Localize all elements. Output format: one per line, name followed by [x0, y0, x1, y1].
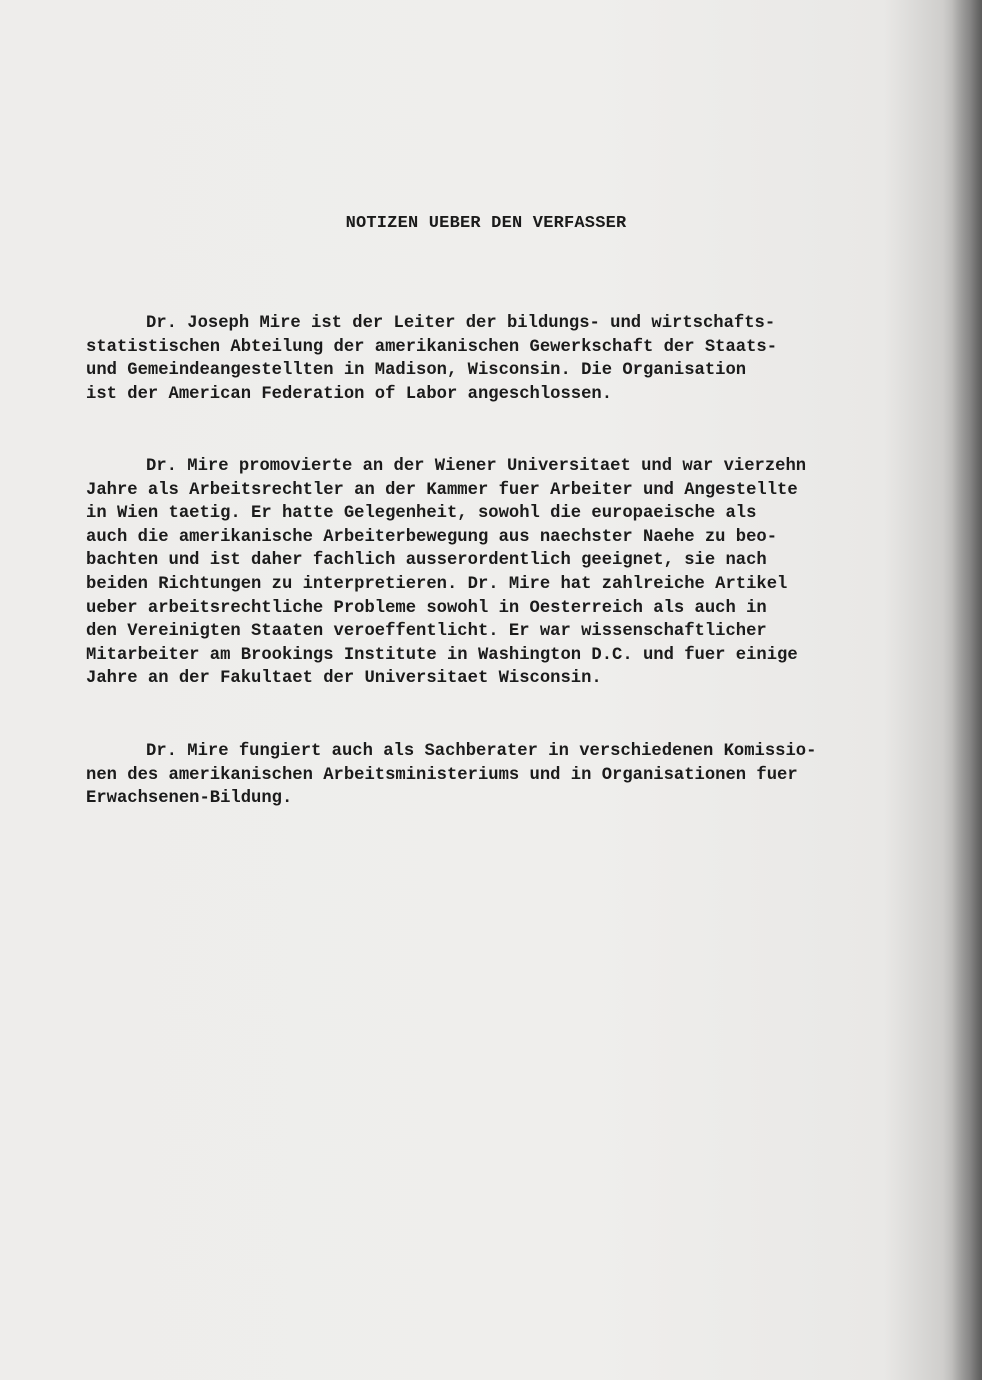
text-line: Dr. Joseph Mire ist der Leiter der bildungs- und wirtschafts- [146, 314, 776, 333]
text-line: auch die amerikanische Arbeiterbewegung aus naechster Naehe zu beo- [86, 527, 778, 547]
text-line: in Wien taetig. Er hatte Gelegenheit, sowohl die europaeische als [86, 504, 757, 524]
document-title: NOTIZEN UEBER DEN VERFASSER [345, 214, 627, 233]
text-line: statistischen Abteilung der amerikanischen Gewerkschaft der Staats- [86, 337, 778, 357]
text-line: Jahre an der Fakultaet der Universitaet Wisconsin. [86, 669, 602, 689]
paragraph-author-position [86, 312, 916, 406]
text-line: Jahre als Arbeitsrechtler an der Kammer fuer Arbeiter und Angestellte [86, 480, 798, 500]
text-line: ueber arbeitsrechtliche Probleme sowohl in Oesterreich als auch in [86, 598, 767, 618]
page-edge-shadow [952, 0, 982, 1380]
text-line: Dr. Mire promovierte an der Wiener Universitaet und war vierzehn [146, 457, 807, 476]
text-line: bachten und ist daher fachlich ausserordentlich geeignet, sie nach [86, 551, 767, 571]
text-line: Erwachsenen-Bildung. [86, 789, 293, 809]
text-line: Dr. Mire fungiert auch als Sachberater in verschiedenen Komissio- [146, 742, 817, 761]
text-line: und Gemeindeangestellten in Madison, Wisconsin. Die Organisation [86, 361, 747, 381]
text-line: nen des amerikanischen Arbeitsministeriums und in Organisationen fuer [86, 765, 798, 785]
text-line: ist der American Federation of Labor angeschlossen. [86, 384, 613, 404]
paragraph-author-advisory [86, 740, 916, 811]
text-line: den Vereinigten Staaten veroeffentlicht. Er war wissenschaftlicher [86, 622, 767, 642]
text-line: beiden Richtungen zu interpretieren. Dr. Mire hat zahlreiche Artikel [86, 574, 788, 594]
text-line: Mitarbeiter am Brookings Institute in Washington D.C. und fuer einige [86, 645, 798, 665]
paragraph-author-career [86, 455, 916, 691]
